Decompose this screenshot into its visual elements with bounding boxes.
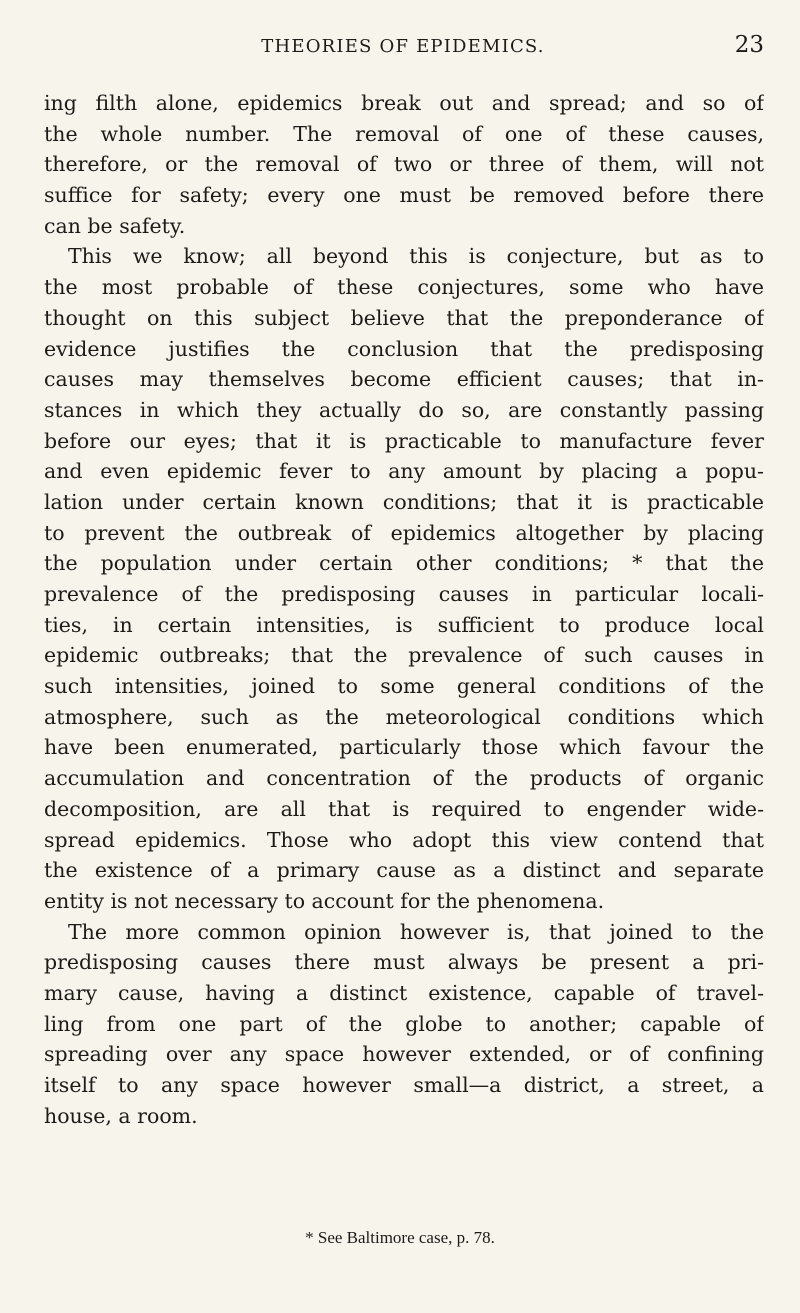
text-line: the existence of a primary cause as a distinct and separate bbox=[44, 858, 764, 883]
text-line: house, a room. bbox=[44, 1103, 198, 1128]
text-line: predisposing causes there must always be present a pri- bbox=[44, 950, 764, 975]
text-line: the whole number. The removal of one of these causes, bbox=[44, 121, 764, 146]
text-line: accumulation and concentration of the products of organic bbox=[44, 766, 764, 791]
text-line: This we know; all beyond this is conjecture, but as to bbox=[68, 244, 764, 269]
text-line: the population under certain other conditions; * that the bbox=[44, 551, 764, 576]
text-line: lation under certain known conditions; that it is practicable bbox=[44, 489, 764, 514]
text-line: therefore, or the removal of two or three of them, will not bbox=[44, 152, 764, 177]
text-line: before our eyes; that it is practicable to manufacture fever bbox=[44, 428, 764, 453]
text-line: atmosphere, such as the meteorological conditions which bbox=[44, 704, 764, 729]
text-line: evidence justifies the conclusion that the predisposing bbox=[44, 336, 764, 361]
text-line: thought on this subject believe that the preponderance of bbox=[44, 305, 764, 330]
text-line: to prevent the outbreak of epidemics altogether by placing bbox=[44, 520, 764, 545]
text-line: and even epidemic fever to any amount by placing a popu- bbox=[44, 459, 764, 484]
text-line: spreading over any space however extended, or of confining bbox=[44, 1042, 764, 1067]
text-line: have been enumerated, particularly those which favour the bbox=[44, 735, 764, 760]
text-line: decomposition, are all that is required to engender wide- bbox=[44, 796, 764, 821]
text-line: epidemic outbreaks; that the prevalence of such causes in bbox=[44, 643, 764, 668]
text-line: ing filth alone, epidemics break out and spread; and so of bbox=[44, 91, 764, 115]
text-line: itself to any space however small—a district, a street, a bbox=[44, 1073, 764, 1097]
text-line: stances in which they actually do so, are constantly passing bbox=[44, 397, 764, 422]
text-line: spread epidemics. Those who adopt this view contend that bbox=[44, 827, 764, 852]
text-line: prevalence of the predisposing causes in particular locali- bbox=[44, 582, 764, 606]
text-line: entity is not necessary to account for the phenomena. bbox=[44, 888, 605, 913]
text-line: The more common opinion however is, that joined to the bbox=[68, 919, 764, 944]
text-line: such intensities, joined to some general conditions of the bbox=[44, 674, 764, 699]
text-line: causes may themselves become efficient causes; that in- bbox=[44, 367, 764, 392]
text-line: can be safety. bbox=[44, 213, 186, 238]
text-line: the most probable of these conjectures, some who have bbox=[44, 275, 764, 300]
text-line: suffice for safety; every one must be removed before there bbox=[44, 183, 764, 208]
running-head bbox=[42, 32, 764, 72]
page-number: 23 bbox=[734, 32, 764, 58]
body-text bbox=[44, 88, 764, 1131]
text-line: ling from one part of the globe to another; capable of bbox=[44, 1011, 764, 1036]
text-line: mary cause, having a distinct existence, capable of travel- bbox=[44, 980, 764, 1005]
running-title: THEORIES OF EPIDEMICS. bbox=[261, 36, 545, 57]
text-line: ties, in certain intensities, is sufficient to produce local bbox=[44, 612, 764, 637]
footnote: * See Baltimore case, p. 78. bbox=[305, 1228, 495, 1247]
